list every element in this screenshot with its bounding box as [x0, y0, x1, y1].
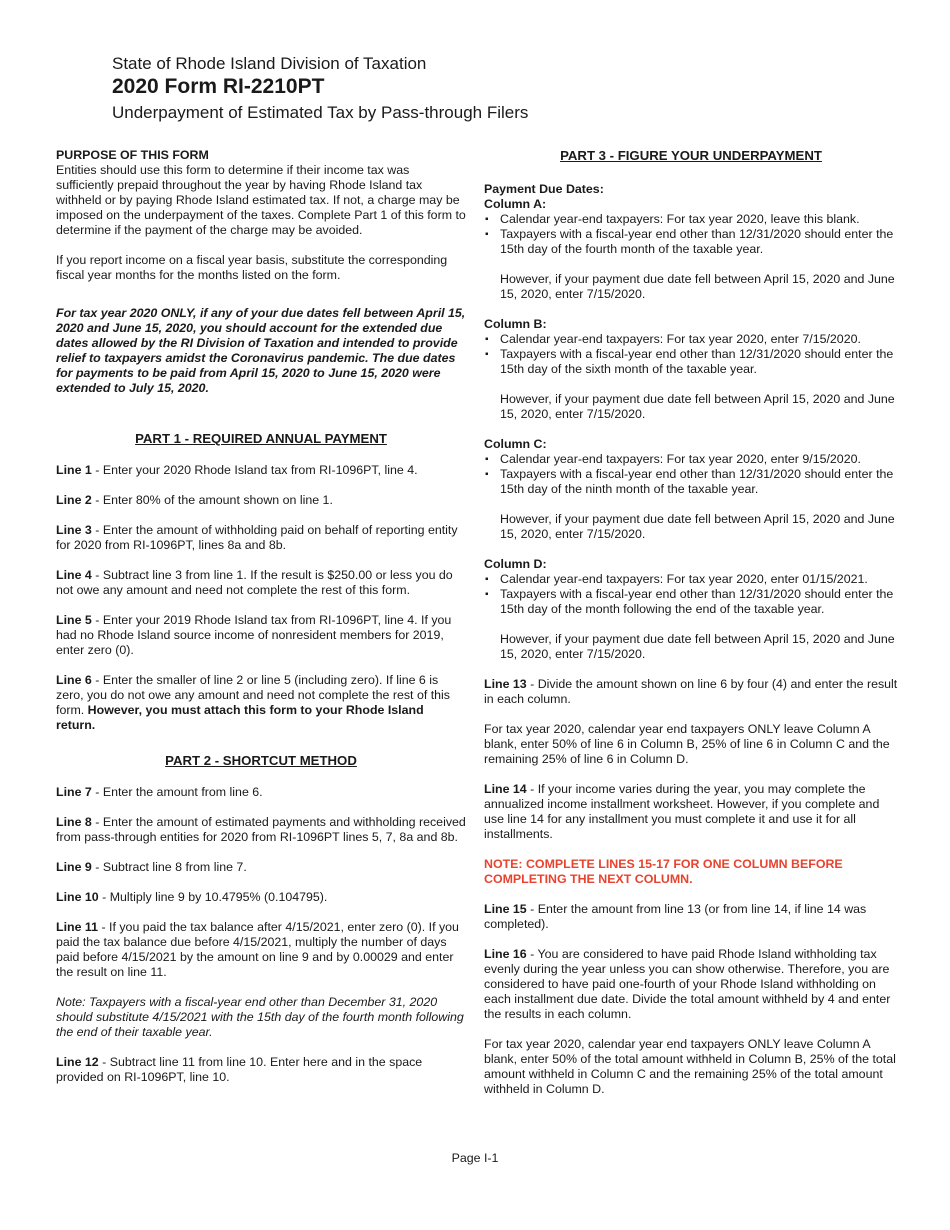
line3-instruction [56, 523, 466, 553]
column-b-heading: Column B: [484, 317, 547, 331]
page-number: Page I-1 [451, 1151, 499, 1165]
line3-label: Line 3 [56, 523, 92, 537]
line9-label: Line 9 [56, 860, 92, 874]
agency-name: State of Rhode Island Division of Taxation [112, 54, 427, 73]
purpose-paragraph-1: Entities should use this form to determine if their income tax was sufficiently prepaid throughout the year by having Rhode Island tax withheld or by paying Rhode Island estimated tax. If not, a charge may be imposed on the underpayment of the taxes. Complete Part 1 of this form to determine if the payment of the charge may be avoided. [56, 163, 466, 237]
column-b-list [484, 332, 898, 377]
purpose-paragraph-2: If you report income on a fiscal year basis, substitute the corresponding fiscal year months for the months listed on the form. [56, 253, 448, 282]
line10-text: - Multiply line 9 by 10.4795% (0.104795). [98, 890, 328, 904]
line3-text: - Enter the amount of withholding paid on behalf of reporting entity for 2020 from RI-1096PT, lines 8a and 8b. [56, 523, 458, 552]
line1-label: Line 1 [56, 463, 92, 477]
list-item: ▪ Calendar year-end taxpayers: For tax year 2020, enter 9/15/2020. [484, 452, 898, 467]
line4-label: Line 4 [56, 568, 92, 582]
purpose-heading: PURPOSE OF THIS FORM [56, 148, 209, 162]
line7-instruction [56, 785, 466, 800]
line16-tax-year-note: For tax year 2020, calendar year end taxpayers ONLY leave Column A blank, enter 50% of the total amount withheld in Column B, 25% of the total amount withheld in Column C and the remaining 25% of the total amount withheld in Column D. [484, 1037, 896, 1096]
line12-instruction [56, 1055, 466, 1085]
list-item: ▪ Taxpayers with a fiscal-year end other than 12/31/2020 should enter the 15th day of the month following the end of the taxable year. [484, 587, 898, 617]
column-c-however: However, if your payment due date fell between April 15, 2020 and June 15, 2020, enter 7/15/2020. [500, 512, 895, 541]
line10-label: Line 10 [56, 890, 99, 904]
line5-text: - Enter your 2019 Rhode Island tax from RI-1096PT, line 4. If you had no Rhode Island source income of nonresident members for 2019, enter zero (0). [56, 613, 452, 657]
form-subtitle: Underpayment of Estimated Tax by Pass-through Filers [112, 103, 529, 122]
document-header [112, 54, 528, 124]
line15-text: - Enter the amount from line 13 (or from line 14, if line 14 was completed). [484, 902, 867, 931]
line9-text: - Subtract line 8 from line 7. [91, 860, 247, 874]
line13-label: Line 13 [484, 677, 527, 691]
list-item: ▪ Taxpayers with a fiscal-year end other than 12/31/2020 should enter the 15th day of the ninth month of the taxable year. [484, 467, 898, 497]
complete-lines-note: NOTE: COMPLETE LINES 15-17 FOR ONE COLUMN BEFORE COMPLETING THE NEXT COLUMN. [484, 857, 843, 886]
line10-instruction [56, 890, 466, 905]
line14-instruction [484, 782, 898, 842]
line6-label: Line 6 [56, 673, 92, 687]
line11-label: Line 11 [56, 920, 99, 934]
line8-label: Line 8 [56, 815, 92, 829]
line14-text: - If your income varies during the year, you may complete the annualized income installment worksheet. However, if you complete and use line 14 for any installment you must complete it and use it for all installments. [484, 782, 880, 841]
list-item: ▪ Taxpayers with a fiscal-year end other than 12/31/2020 should enter the 15th day of the sixth month of the taxable year. [484, 347, 898, 377]
column-d-however: However, if your payment due date fell between April 15, 2020 and June 15, 2020, enter 7/15/2020. [500, 632, 895, 661]
line1-text: - Enter your 2020 Rhode Island tax from RI-1096PT, line 4. [91, 463, 418, 477]
list-item: ▪ Calendar year-end taxpayers: For tax year 2020, enter 7/15/2020. [484, 332, 898, 347]
line5-label: Line 5 [56, 613, 92, 627]
line16-instruction [484, 947, 898, 1022]
line13-instruction [484, 677, 898, 707]
line11-instruction [56, 920, 466, 980]
line15-instruction [484, 902, 898, 932]
line8-text: - Enter the amount of estimated payments and withholding received from pass-through entities for 2020 from RI-1096PT lines 5, 7, 8a and 8b. [56, 815, 466, 844]
left-column [56, 148, 466, 1100]
column-a-list [484, 212, 898, 257]
line4-instruction [56, 568, 466, 598]
line16-label: Line 16 [484, 947, 527, 961]
line7-label: Line 7 [56, 785, 92, 799]
line14-label: Line 14 [484, 782, 527, 796]
line4-text: - Subtract line 3 from line 1. If the result is $250.00 or less you do not owe any amount and need not complete the rest of this form. [56, 568, 453, 597]
line12-label: Line 12 [56, 1055, 99, 1069]
list-item: ▪ Calendar year-end taxpayers: For tax year 2020, leave this blank. [484, 212, 898, 227]
line15-label: Line 15 [484, 902, 527, 916]
line5-instruction [56, 613, 466, 658]
column-a-heading: Column A: [484, 197, 547, 211]
form-title: 2020 Form RI-2210PT [112, 75, 325, 98]
column-b-however: However, if your payment due date fell between April 15, 2020 and June 15, 2020, enter 7/15/2020. [500, 392, 895, 421]
column-d-list [484, 572, 898, 617]
covid-extension-notice: For tax year 2020 ONLY, if any of your due dates fell between April 15, 2020 and June 15, 2020, you should account for the extended due dates allowed by the RI Division of Taxation and intended to provide relief to taxpayers amidst the Coronavirus pandemic. The due dates for payments to be paid from April 15, 2020 to June 15, 2020 were extended to July 15, 2020. [56, 306, 466, 395]
line8-instruction [56, 815, 466, 845]
part3-heading: PART 3 - FIGURE YOUR UNDERPAYMENT [560, 148, 822, 163]
line9-instruction [56, 860, 466, 875]
line13-tax-year-note: For tax year 2020, calendar year end taxpayers ONLY leave Column A blank, enter 50% of line 6 in Column B, 25% of line 6 in Column C and the remaining 25% of line 6 in Column D. [484, 722, 890, 766]
list-item: ▪ Taxpayers with a fiscal-year end other than 12/31/2020 should enter the 15th day of the fourth month of the taxable year. [484, 227, 898, 257]
payment-due-dates-heading: Payment Due Dates: [484, 182, 604, 196]
line2-text: - Enter 80% of the amount shown on line 1. [91, 493, 333, 507]
column-d-heading: Column D: [484, 557, 547, 571]
line2-label: Line 2 [56, 493, 92, 507]
line6-attach-note: However, you must attach this form to your Rhode Island return. [56, 703, 424, 732]
column-c-list [484, 452, 898, 497]
line1-instruction [56, 463, 466, 478]
line11-text: - If you paid the tax balance after 4/15/2021, enter zero (0). If you paid the tax balance due before 4/15/2021, multiply the number of days paid before 4/15/2021 by the amount on line 9 and by 0.00029 and enter the result on line 11. [56, 920, 459, 979]
line6-text: - Enter the smaller of line 2 or line 5 (including zero). If line 6 is zero, you do not owe any amount and need not complete the rest of this form. [56, 673, 450, 717]
line13-text: - Divide the amount shown on line 6 by four (4) and enter the result in each column. [484, 677, 898, 706]
line2-instruction [56, 493, 466, 508]
line16-text: - You are considered to have paid Rhode Island withholding tax evenly during the year unless you can show otherwise. Therefore, you are considered to have paid one-fourth of your Rhode Island withholding on each installment due date. Divide the total amount withheld by 4 and enter the results in each column. [484, 947, 891, 1021]
line6-instruction [56, 673, 466, 733]
line7-text: - Enter the amount from line 6. [91, 785, 263, 799]
column-c-heading: Column C: [484, 437, 547, 451]
line12-text: - Subtract line 11 from line 10. Enter here and in the space provided on RI-1096PT, line 10. [56, 1055, 423, 1084]
list-item: ▪ Calendar year-end taxpayers: For tax year 2020, enter 01/15/2021. [484, 572, 898, 587]
part1-heading: PART 1 - REQUIRED ANNUAL PAYMENT [135, 431, 387, 446]
column-a-however: However, if your payment due date fell between April 15, 2020 and June 15, 2020, enter 7/15/2020. [500, 272, 895, 301]
part2-heading: PART 2 - SHORTCUT METHOD [165, 753, 357, 768]
right-column [484, 148, 898, 1112]
fiscal-year-note: Note: Taxpayers with a fiscal-year end other than December 31, 2020 should substitute 4/15/2021 with the 15th day of the fourth month following the end of their taxable year. [56, 995, 464, 1039]
